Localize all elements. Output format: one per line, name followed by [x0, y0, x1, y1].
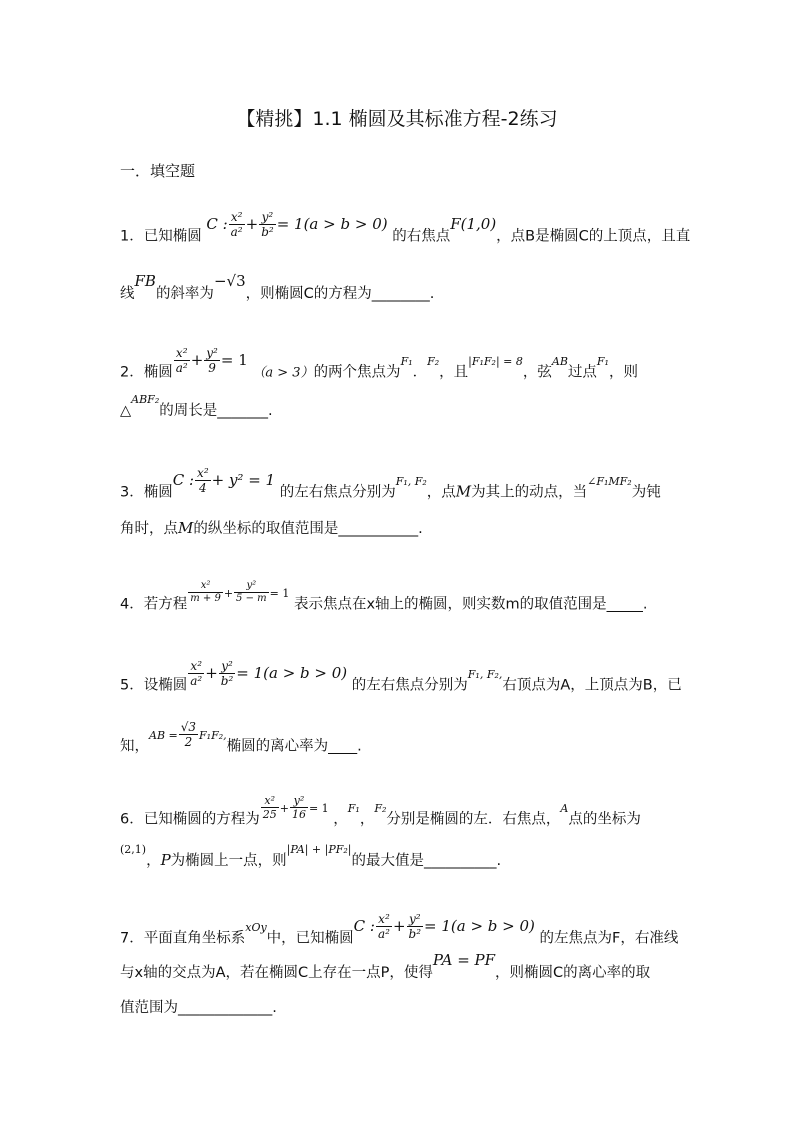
question-4-line-1: 4．若方程 $\frac{\text{x²}}{m + 9}$ + $\frac{\text{y²}}{5 - m}$ $^{= 1}$ 表示焦点在x轴上的椭圆，则实数m的取值范围是_____. [120, 580, 648, 613]
q3-angle: ∠F₁MF₂ [587, 474, 632, 488]
question-1-line-1: 1．已知椭圆 C : $\frac{\text{x²}}{\text{a²}}$ + $\frac{\text{y²}}{\text{b²}}$ = 1(a > b > 0) 的右焦点F(1,0)，点B是椭圆C的上顶点，且直 [120, 210, 691, 245]
q2-frac-y: $\frac{\text{y²}}{9}$ [206, 346, 218, 375]
q1-text-after: ，点B是椭圆C的上顶点，且直 [496, 228, 691, 245]
q2-frac-x: $\frac{\text{x²}}{\text{a²}}$ [175, 346, 188, 375]
q2-condition: （a > 3） [252, 365, 314, 381]
q3-frac-x: $\frac{\text{x²}}{4}$ [197, 466, 209, 495]
q7-frac-x: $\frac{\text{x²}}{\text{a²}}$ [377, 912, 390, 941]
question-7-line-3: 值范围为_____________. [120, 1000, 277, 1016]
question-3-line-1: 3．椭圆C : $\frac{\text{x²}}{4}$ + y² = 1 的左右焦点分别为$^{F_1, F_2}$，点M为其上的动点，当$^{\angle F_1MF_2}$为钝 [120, 466, 661, 501]
question-6-line-2: $^{(2,1)}$，P为椭圆上一点，则$^{|PA| + |PF_2|}$的最大值是__________. [120, 843, 502, 869]
q6-expr: |PA| + |PF₂| [286, 843, 352, 856]
question-2-line-1: 2．椭圆 $\frac{\text{x²}}{\text{a²}}$ + $\frac{\text{y²}}{9}$ = 1 （a > 3）的两个焦点为$^{F_1}$．$^{F_2}$，且$^{|F_1F_2| = 8}$，弦$^{AB}$过点$^{F_1}$，则 [120, 346, 638, 381]
question-7-line-2: 与x轴的交点为A，若在椭圆C上存在一点P，使得PA = PF，则椭圆C的离心率的取 [120, 951, 651, 981]
q4-frac-x: $\frac{\text{x²}}{m + 9}$ [190, 580, 221, 604]
q2-abs: |F₁F₂| = 8 [468, 354, 523, 368]
q6-frac-y: $\frac{\text{y²}}{16}$ [291, 794, 306, 821]
question-1-line-2: 线FB的斜率为−√3，则椭圆C的方程为________. [120, 272, 435, 302]
question-6-line-1: 6．已知椭圆的方程为 $\frac{\text{x²}}{25}$ + $\frac{\text{y²}}{16}$ $^{= 1}$ ，$^{F_1}$，$^{F_2}$分别是椭圆的左．右焦点，$^A$点的坐标为 [120, 794, 641, 828]
page-title: 【精挑】1.1 椭圆及其标准方程-2练习 [236, 108, 558, 130]
q1-frac-y: $\frac{\text{y²}}{\text{b²}}$ [261, 210, 274, 239]
question-5-line-2: 知，$^{AB =}$ $\frac{√3}{2}$ $^{F_1F_2,}$椭圆的离心率为____. [120, 720, 362, 755]
q1-text-mid: 的右焦点 [392, 228, 451, 245]
q1-prefix: 1．已知椭圆 [120, 228, 202, 245]
question-7-line-1: 7．平面直角坐标系$^{xOy}$中，已知椭圆C : $\frac{\text{x²}}{\text{a²}}$ + $\frac{\text{y²}}{\text{b²}}$ = 1(a > b > 0) 的左焦点为F，右准线 [120, 912, 679, 947]
q1-slope: −√3 [213, 272, 246, 290]
question-3-line-2: 角时，点M的纵坐标的取值范围是___________. [120, 519, 423, 537]
q6-frac-x: $\frac{\text{x²}}{25}$ [262, 794, 277, 821]
q6-coord: (2,1) [120, 843, 147, 856]
q5-frac-x: $\frac{\text{x²}}{\text{a²}}$ [190, 659, 203, 688]
section-heading: 一．填空题 [120, 162, 196, 180]
q1-eq-tail: = 1(a > b > 0) [276, 214, 388, 233]
q5-frac-y: $\frac{\text{y²}}{\text{b²}}$ [220, 659, 234, 688]
q1-frac-x: $\frac{\text{x²}}{\text{a²}}$ [230, 210, 243, 239]
q5-sqrt3-over-2: $\frac{√3}{2}$ [180, 720, 197, 749]
q7-frac-y: $\frac{\text{y²}}{\text{b²}}$ [408, 912, 422, 941]
q4-frac-y: $\frac{\text{y²}}{5 - m}$ [236, 580, 267, 604]
q1-focus: F(1,0) [450, 214, 497, 233]
q7-condition: PA = PF [432, 951, 496, 969]
question-5-line-1: 5．设椭圆 $\frac{\text{x²}}{\text{a²}}$ + $\frac{\text{y²}}{\text{b²}}$ = 1(a > b > 0) 的左右焦点分别为$^{F_1, F_2,}$右顶点为A，上顶点为B，已 [120, 659, 682, 694]
q1-eq-c: C : [206, 214, 228, 233]
question-2-line-2: △$^{ABF_2}$的周长是_______. [120, 393, 273, 419]
q1-fb: FB [134, 272, 156, 290]
